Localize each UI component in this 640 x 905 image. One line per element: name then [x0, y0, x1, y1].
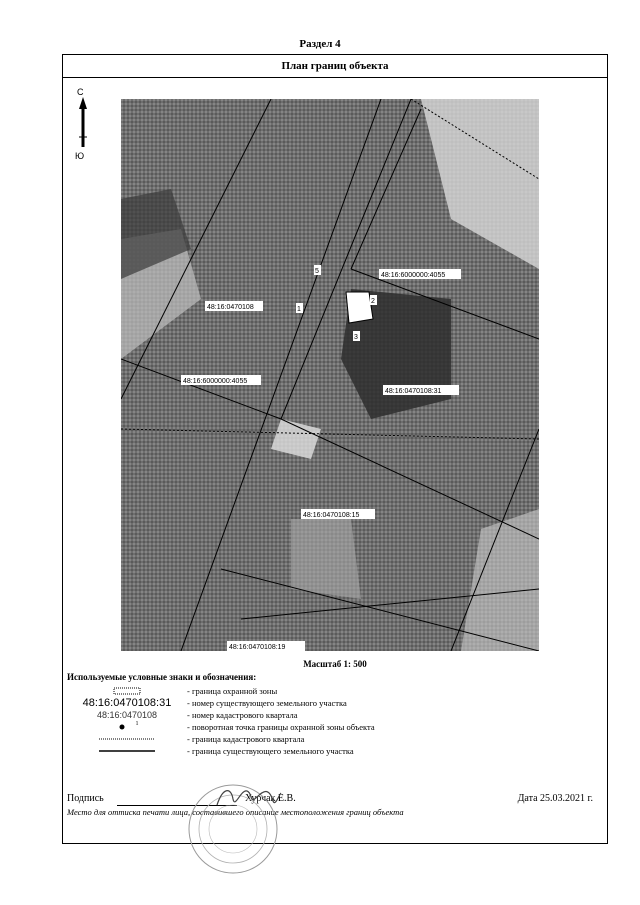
turning-point-number: 1 [135, 721, 139, 727]
legend-text: - граница кадастрового квартала [187, 734, 305, 744]
zone-symbol [67, 685, 187, 697]
legend-item [67, 685, 607, 697]
map-label: 48:16:0470108 [207, 304, 254, 311]
legend-text: - поворотная точка границы охранной зоны объекта [187, 722, 375, 732]
legend-text: - граница охранной зоны [187, 686, 278, 696]
document-date: Дата 25.03.2021 г. [517, 793, 593, 804]
legend-title: Используемые условные знаки и обозначения: [67, 672, 257, 682]
point-label: 3 [354, 334, 358, 341]
compass-south-label: Ю [75, 151, 85, 161]
map-label: 48:16:6000000:4055 [183, 378, 248, 385]
protection-zone [346, 292, 373, 323]
point-label: 1 [297, 306, 301, 313]
legend [67, 685, 607, 757]
compass-north-label: С [77, 87, 84, 97]
legend-item [67, 745, 607, 757]
document-frame [62, 54, 608, 844]
turning-point-symbol [67, 721, 187, 733]
signature-label: Подпись [67, 793, 104, 804]
map-label: 48:16:0470108:15 [303, 512, 360, 519]
legend-item [67, 733, 607, 745]
compass [73, 87, 93, 167]
map-scale: Масштаб 1: 500 [303, 659, 367, 669]
legend-text: - граница существующего земельного участка [187, 746, 354, 756]
legend-item [67, 721, 607, 733]
legend-item [67, 697, 607, 709]
handwritten-signature-icon [213, 783, 283, 811]
point-label: 2 [371, 298, 375, 305]
section-title: Раздел 4 [299, 38, 341, 50]
plan-header: План границ объекта [63, 55, 607, 78]
stamp-note: Место для оттиска печати лица, составившего описание местоположения границ объекта [67, 807, 404, 817]
map-label: 48:16:0470108:31 [385, 388, 442, 395]
map-label: 48:16:0470108:19 [229, 644, 286, 651]
satellite-map [121, 99, 539, 651]
legend-text: - номер кадастрового квартала [187, 710, 298, 720]
map-label: 48:16:6000000:4055 [381, 272, 446, 279]
point-label: 5 [315, 268, 319, 275]
legend-item [67, 709, 607, 721]
quarter-boundary-symbol [67, 733, 187, 745]
quarter-number-symbol: 48:16:0470108 [96, 710, 158, 720]
legend-text: - номер существующего земельного участка [187, 698, 347, 708]
signer-name: Хурчак Е.В. [245, 793, 296, 804]
parcel-number-symbol: 48:16:0470108:31 [82, 697, 172, 709]
parcel-boundary-symbol [67, 745, 187, 757]
